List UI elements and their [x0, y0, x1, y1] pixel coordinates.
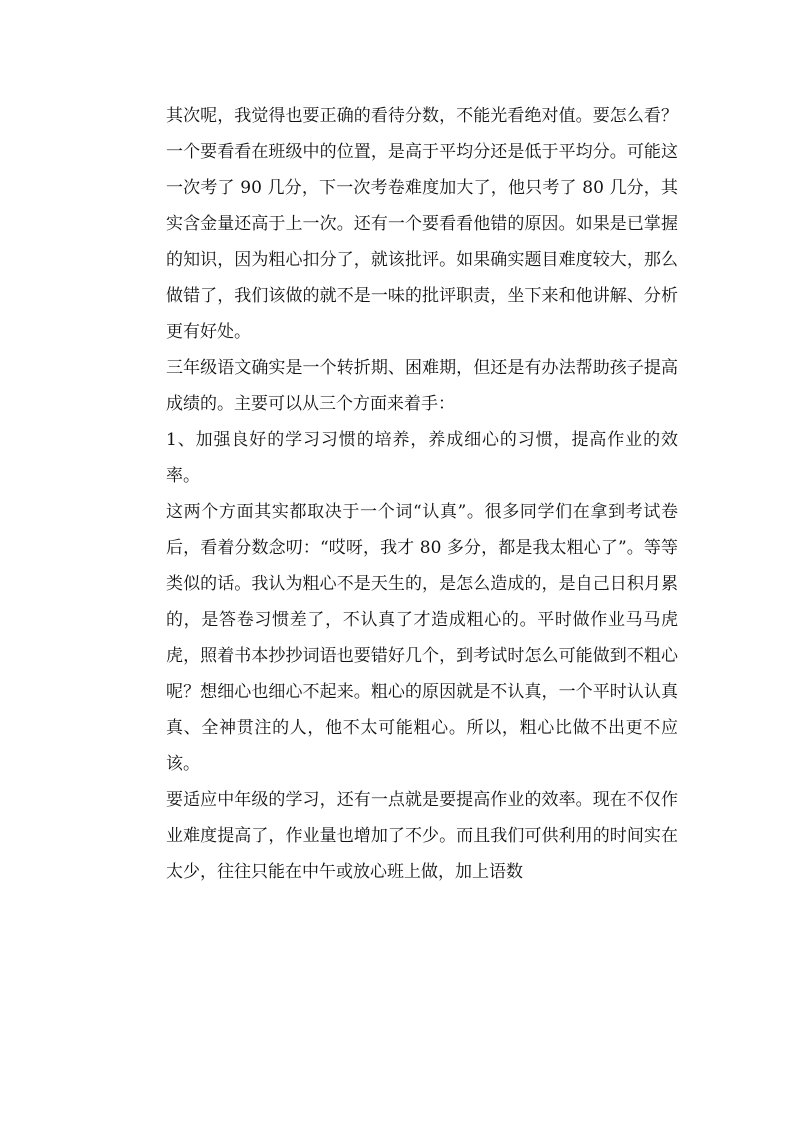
paragraph-carefulness: 这两个方面其实都取决于一个词“认真”。很多同学们在拿到考试卷后，看着分数念叨：“哎呀，我才 80 多分，都是我太粗心了”。等等类似的话。我认为粗心不是天生的，是怎么造成的，是自己日积月累的，是答卷习惯差了，不认真了才造成粗心的。平时做作业马马虎虎，照着书本抄抄词语也要错好几个，到考试时怎么可能做到不粗心呢？想细心也细心不起来。粗心的原因就是不认真，一个平时认认真真、全神贯注的人，他不太可能粗心。所以，粗心比做不出更不应该。	[166, 502, 678, 774]
paragraph-point-one-heading: 1、加强良好的学习习惯的培养，养成细心的习惯，提高作业的效率。	[166, 430, 678, 486]
paragraph-grade-scores: 其次呢，我觉得也要正确的看待分数，不能光看绝对值。要怎么看？一个要看看在班级中的位置，是高于平均分还是低于平均分。可能这一次考了 90 几分，下一次考卷难度加大了，他只考了 80 几分，其实含金量还高于上一次。还有一个要看看他错的原因。如果是已掌握的知识，因为粗心扣分了，就该批评。如果确实题目难度较大，那么做错了，我们该做的就不是一味的批评职责，坐下来和他讲解、分析更有好处。	[166, 106, 678, 342]
paragraph-homework-efficiency: 要适应中年级的学习，还有一点就是要提高作业的效率。现在不仅作业难度提高了，作业量也增加了不少。而且我们可供利用的时间实在太少，往往只能在中午或放心班上做，加上语数	[166, 790, 678, 882]
paragraph-grade-three-transition: 三年级语文确实是一个转折期、困难期，但还是有办法帮助孩子提高成绩的。主要可以从三个方面来着手：	[166, 358, 678, 414]
document-body	[166, 98, 678, 890]
